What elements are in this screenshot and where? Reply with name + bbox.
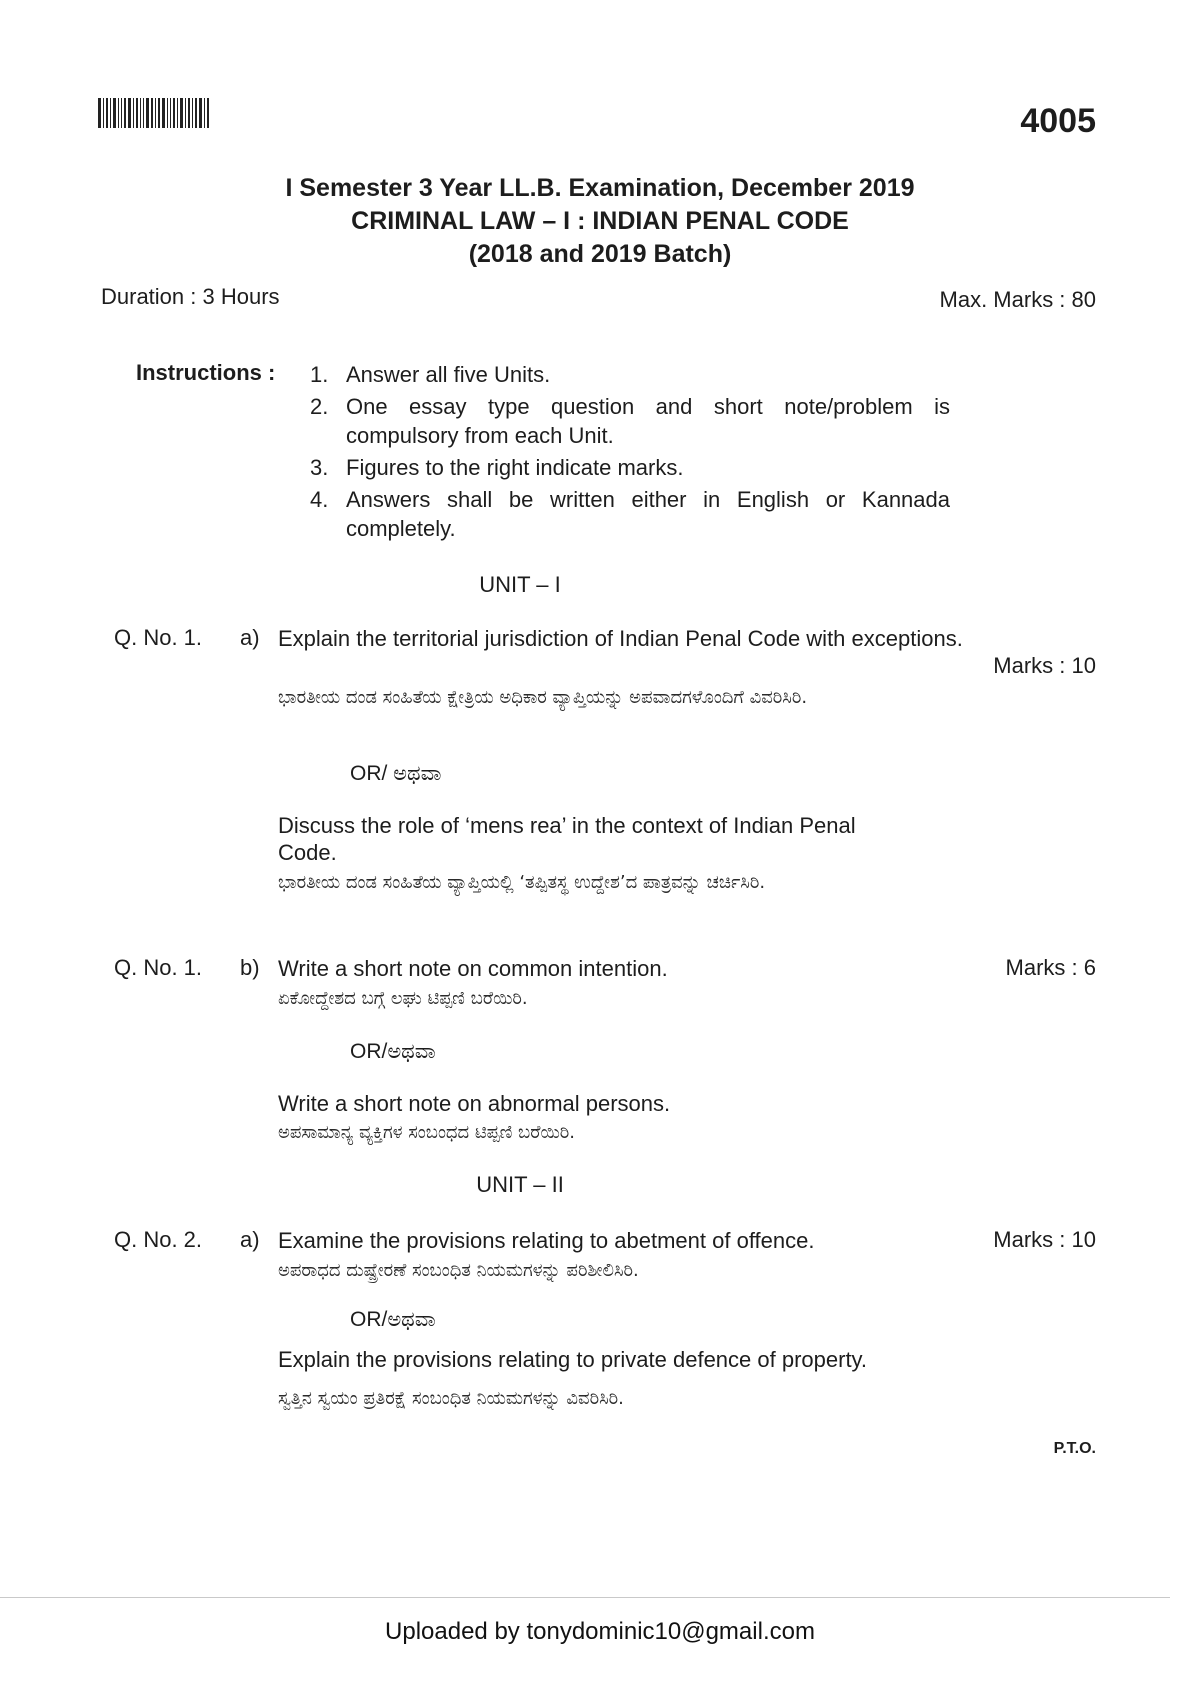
question-text-kn: ಏಕೋದ್ದೇಶದ ಬಗ್ಗೆ ಲಘು ಟಿಪ್ಪಣಿ ಬರೆಯಿರಿ. [278, 988, 528, 1009]
page-turn-note: P.T.O. [1053, 1440, 1096, 1457]
question-text-en: Write a short note on abnormal persons. [278, 1091, 671, 1116]
batch-title: (2018 and 2019 Batch) [468, 240, 732, 268]
question-marks: Marks : 10 [993, 653, 1096, 678]
question-text-kn: ಸ್ವತ್ತಿನ ಸ್ವಯಂ ಪ್ರತಿರಕ್ಷೆ ಸಂಬಂಧಿತ ನಿಯಮಗಳನ್ನು ವಿವರಿಸಿರಿ. [278, 1388, 624, 1409]
question-text-en: Discuss the role of ‘mens rea’ in the context of Indian Penal Code. [278, 813, 856, 865]
question-text-kn: ಭಾರತೀಯ ದಂಡ ಸಂಹಿತೆಯ ವ್ಯಾಪ್ತಿಯಲ್ಲಿ ‘ತಪ್ಪಿತಸ್ಥ ಉದ್ದೇಶ’ದ ಪಾತ್ರವನ್ನು ಚರ್ಚಿಸಿರಿ. [278, 872, 766, 893]
question-number: Q. No. 2. [114, 1227, 203, 1252]
question-text-kn: ಅಪರಾಧದ ದುಷ್ಪ್ರೇರಣೆ ಸಂಬಂಧಿತ ನಿಯಮಗಳನ್ನು ಪರಿಶೀಲಿಸಿರಿ. [278, 1260, 639, 1281]
instruction-item [310, 453, 950, 482]
unit-1-heading: UNIT – I [479, 572, 561, 597]
instructions-label: Instructions : [136, 360, 276, 385]
question-part: a) [240, 1227, 260, 1252]
unit-2-heading: UNIT – II [476, 1172, 564, 1197]
question-text-kn: ಭಾರತೀಯ ದಂಡ ಸಂಹಿತೆಯ ಕ್ಷೇತ್ರಿಯ ಅಧಿಕಾರ ವ್ಯಾಪ್ತಿಯನ್ನು ಅಪವಾದಗಳೊಂದಿಗೆ ವಿವರಿಸಿರಿ. [278, 687, 808, 708]
or-separator: OR/ಅಥವಾ [350, 1308, 436, 1331]
or-separator: OR/ ಅಥವಾ [350, 762, 442, 785]
exam-title: I Semester 3 Year LL.B. Examination, December 2019 [285, 174, 915, 202]
question-text-en: Write a short note on common intention. [278, 956, 668, 981]
question-number: Q. No. 1. [114, 955, 203, 980]
instruction-item [310, 485, 950, 543]
question-text-kn: ಅಪಸಾಮಾನ್ಯ ವ್ಯಕ್ತಿಗಳ ಸಂಬಂಧದ ಟಿಪ್ಪಣಿ ಬರೆಯಿರಿ. [278, 1122, 576, 1143]
max-marks: Max. Marks : 80 [939, 287, 1096, 312]
or-separator: OR/ಅಥವಾ [350, 1040, 436, 1063]
question-marks: Marks : 10 [993, 1227, 1096, 1252]
instruction-number: 4. [310, 487, 329, 512]
question-number: Q. No. 1. [114, 625, 203, 650]
duration: Duration : 3 Hours [101, 284, 280, 309]
question-text-en: Explain the provisions relating to private defence of property. [278, 1347, 868, 1372]
instructions-list [310, 360, 950, 546]
subject-title: CRIMINAL LAW – I : INDIAN PENAL CODE [351, 207, 849, 235]
question-part: b) [240, 955, 260, 980]
footer-divider [0, 1597, 1170, 1598]
question-text-en: Explain the territorial jurisdiction of Indian Penal Code with exceptions. [278, 626, 963, 651]
instruction-text: Answers shall be written either in English or Kannada completely. [346, 487, 950, 541]
question-part: a) [240, 625, 260, 650]
instruction-number: 2. [310, 394, 329, 419]
instruction-text: Answer all five Units. [346, 362, 551, 387]
instruction-item [310, 360, 950, 389]
question-marks: Marks : 6 [1005, 955, 1096, 980]
paper-code: 4005 [1020, 102, 1096, 140]
instruction-number: 3. [310, 455, 329, 480]
question-text-en: Examine the provisions relating to abetment of offence. [278, 1228, 815, 1253]
instruction-text: Figures to the right indicate marks. [346, 455, 684, 480]
uploader-footer: Uploaded by tonydominic10@gmail.com [385, 1618, 815, 1645]
instruction-item [310, 392, 950, 450]
instruction-number: 1. [310, 362, 329, 387]
instruction-text: One essay type question and short note/problem is compulsory from each Unit. [346, 394, 950, 448]
barcode [98, 98, 236, 128]
